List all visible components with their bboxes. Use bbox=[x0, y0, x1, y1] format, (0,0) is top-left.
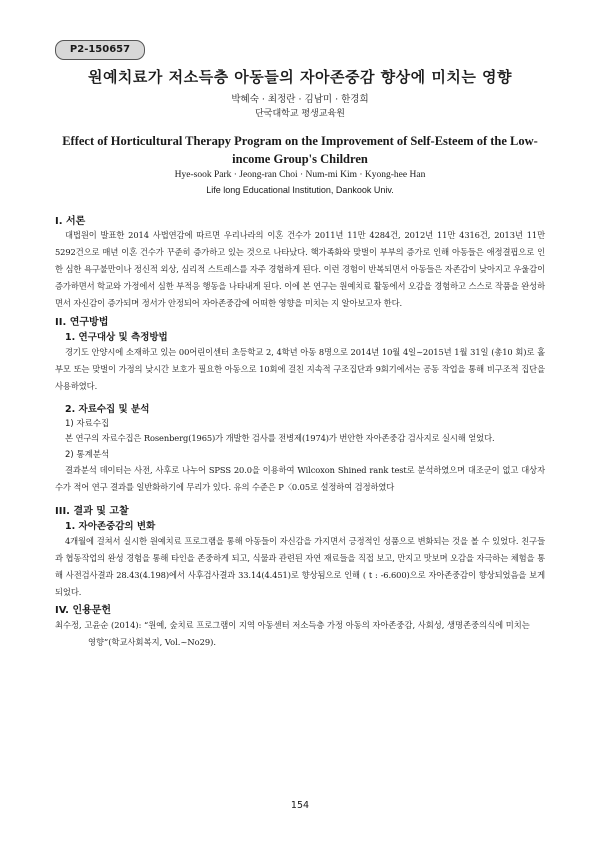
intro-heading: I. 서론 bbox=[55, 216, 86, 227]
english-title: Effect of Horticultural Therapy Program on the Improvement of Self-Esteem of the Low-income Group's Children bbox=[62, 134, 538, 166]
results-sub1-heading: 1. 자아존중감의 변화 bbox=[65, 521, 156, 532]
korean-authors: 박혜숙 · 최정란 · 김남미 · 한경희 bbox=[231, 94, 369, 105]
english-affiliation: Life long Educational Institution, Dankook Univ. bbox=[206, 185, 394, 195]
data-collection-paragraph: 본 연구의 자료수집은 Rosenberg(1965)가 개발한 검사를 전병제(1974)가 번안한 자아존중감 검사지로 실시해 얻었다. bbox=[65, 433, 495, 443]
method-heading: II. 연구방법 bbox=[55, 317, 109, 328]
data-collection-heading: 1) 자료수집 bbox=[65, 419, 110, 429]
reference-line: 최수정, 고윤순 (2014): “원예, 숲치료 프로그램이 지역 아동센터 저소득층 가정 아동의 자아존중감, 사회성, 생명존중의식에 미치는 bbox=[55, 620, 530, 630]
statistics-heading: 2) 통계분석 bbox=[65, 450, 110, 460]
statistics-paragraph: 결과분석 데이터는 사전, 사후로 나누어 SPSS 20.0을 이용하여 Wilcoxon Shined rank test로 분석하였으며 대조군이 없고 대상자 수가 적어 연구 결과를 일반화하기에 무리가 있다. 유의 수준은 P〈0.05로 설정하여 검정하였다 bbox=[55, 465, 545, 492]
results-paragraph: 4개월에 걸쳐서 실시한 원예치료 프로그램을 통해 아동들이 자신감을 가지면서 긍정적인 성품으로 변화되는 것을 볼 수 있었다. 친구들과 협동작업의 완성 경험을 통해 타인을 존중하게 되고, 식물과 관련된 자연 재료들을 직접 보고, 만지고 맛보며 오감을 자극하는 체험을 통해 사전검사결과 28.43(4.198)에서 사후검사결과 33.14(4.451)로 향상됨으로 인해 ( t : -6.600)으로 자아존중감이 향상되었음을 보게 되었다. bbox=[55, 536, 545, 597]
results-heading: III. 결과 및 고찰 bbox=[55, 506, 129, 517]
reference-item bbox=[55, 617, 545, 651]
intro-paragraph: 대법원이 발표한 2014 사법연감에 따르면 우리나라의 이혼 건수가 2011년 11만 4284건, 2012년 11만 4316건, 2013년 11만 5292건으로 매년 이혼 건수가 꾸준히 증가하고 있는 것으로 나타났다. 핵가족화와 맞벌이 부부의 증가로 인해 아동들은 애정결핍으로 인한 심한 욕구불만이나 정신적 외상, 심리적 스트레스를 자주 경험하게 된다. 이런 경험이 반복되면서 아동들은 자존감이 낮아지고 우울감이 증가하면서 학교와 가정에서 심한 부적응 행동을 나타내게 된다. 이에 본 연구는 원예치료 활동에서 오감을 경험하고 스스로 작품을 완성하면서 자신감이 증가되며 정서가 안정되어 자아존중감에 어떠한 영향을 미치는 지 알아보고자 한다. bbox=[55, 230, 545, 308]
page-number: 154 bbox=[290, 800, 310, 811]
reference-continuation: 영향”(학교사회복지, Vol.~No29). bbox=[88, 637, 217, 647]
english-authors: Hye-sook Park · Jeong-ran Choi · Num-mi Kim · Kyong-hee Han bbox=[174, 170, 426, 180]
paper-id-badge: P2-150657 bbox=[55, 40, 145, 60]
method-sub2-heading: 2. 자료수집 및 분석 bbox=[65, 404, 150, 415]
method-sub1-paragraph: 경기도 안양시에 소재하고 있는 00어린이센터 초등학교 2, 4학년 아동 8명으로 2014년 10월 4일~2015년 1월 31일 (총10 회)로 홀부모 또는 맞벌이 가정의 낮시간 보호가 필요한 아동으로 10회에 걸친 지속적 구조집단과 9회기에서는 공동 작업을 통해 비구조적 집단을 사용하였다. bbox=[55, 347, 545, 391]
references-heading: IV. 인용문헌 bbox=[55, 605, 112, 616]
korean-affiliation: 단국대학교 평생교육원 bbox=[255, 109, 345, 119]
korean-title: 원예치료가 저소득층 아동들의 자아존중감 향상에 미치는 영향 bbox=[87, 68, 513, 86]
method-sub1-heading: 1. 연구대상 및 측정방법 bbox=[65, 332, 168, 343]
